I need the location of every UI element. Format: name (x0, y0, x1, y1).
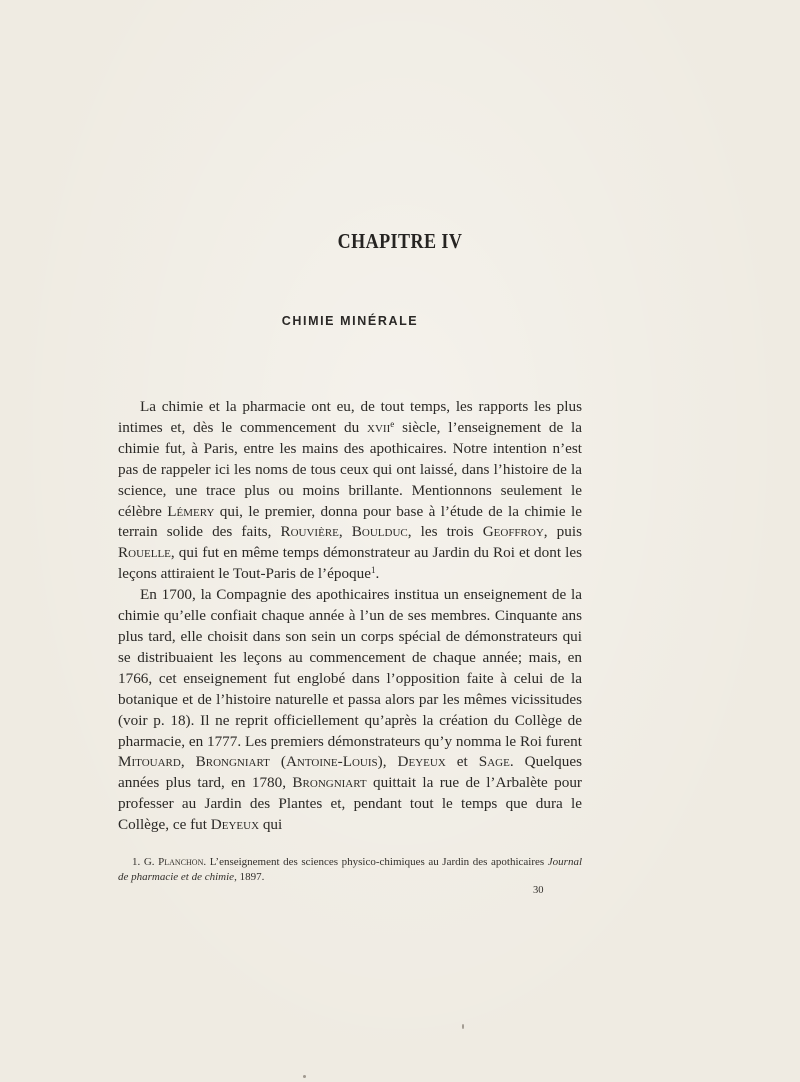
person-name: Deyeux (210, 816, 260, 834)
footnote-number: 1. (132, 856, 144, 868)
text-run: . (375, 565, 380, 583)
person-name: Lémery (167, 502, 215, 520)
paper-speck (462, 1024, 464, 1029)
person-name: Rouelle (118, 544, 171, 562)
page-number: 30 (533, 885, 544, 896)
century-numeral: xvii (367, 418, 391, 436)
footnote-year: , 1897. (234, 871, 265, 883)
person-name: Brongniart (292, 774, 367, 792)
text-run: ( (269, 753, 286, 771)
chapter-title: CHAPITRE IV (337, 229, 463, 253)
text-run: La chimie et la pharmacie ont eu, de tout temps, les rapports les plus intimes et, dès le commencement du (118, 398, 582, 436)
century-superscript: e (390, 418, 395, 429)
person-name: Sage (478, 753, 510, 771)
section-title: CHIMIE MINÉRALE (281, 314, 419, 328)
footnote-entry (118, 855, 582, 885)
text-run: , qui fut en même temps démonstrateur au Jardin du Roi et dont les leçons attiraient le Tout-Paris de l’époque (118, 544, 582, 583)
person-name: Brongniart (195, 753, 270, 771)
person-name: Deyeux (397, 753, 446, 771)
paper-speck (303, 1075, 306, 1078)
person-name: Boulduc (351, 523, 408, 541)
person-name: Mitouard (118, 753, 181, 771)
paragraph-2 (118, 585, 582, 836)
footnote-journal: Journal de pharmacie et de chimie (118, 856, 583, 883)
text-run: qui, le premier, donna pour base à l’étude de la chimie le terrain solide des faits, (118, 502, 582, 541)
footnote-reference: 1 (370, 565, 376, 576)
person-name: Geoffroy (482, 523, 544, 541)
person-name: Antoine-Louis (285, 753, 378, 771)
text-run: et (445, 753, 479, 771)
footnote (118, 855, 582, 885)
text-run: , (180, 753, 196, 771)
text-run: En 1700, la Compagnie des apothicaires institua un enseignement de la chimie qu’elle confiait chaque année à l’un de ses membres. Cinquante ans plus tard, elle choisit dans son sein un corps spécial de démonstrateurs qui se distribuaient les leçons au commencement de chaque année; mais, en 1766, cet enseignement fut englobé dans l’opposition faite à celui de la botanique et de l’histoire naturelle et passa alors par les mêmes vicissitudes (voir p. 18). Il ne reprit officiellement qu’après la création du Collège de pharmacie, en 1777. Les premiers démonstrateurs qu’y nomma le Roi furent (118, 586, 582, 750)
text-run: , puis (543, 523, 582, 541)
text-run: quittait la rue de l’Arbalète pour professer au Jardin des Plantes et, pendant tout le temps que dura le Collège, ce fut (118, 774, 582, 834)
body-text (118, 397, 582, 836)
text-run: , les trois (407, 523, 483, 541)
text-run: , (338, 523, 352, 541)
text-run: ), (377, 753, 398, 771)
person-name: Rouvière (280, 523, 339, 541)
paragraph-1 (118, 397, 582, 585)
footnote-author: G. Planchon (143, 856, 204, 868)
footnote-text: . L’enseignement des sciences physico-chimiques au Jardin des apothicaires (203, 856, 548, 868)
text-run: . Quelques années plus tard, en 1780, (118, 753, 583, 792)
text-run: siècle, l’enseignement de la chimie fut, à Paris, entre les mains des apothicaires. Notre intention n’est pas de rappeler ici les noms de tous ceux qui ont laissé, dans l’histoire de la science, une trace plus ou moins brillante. Mentionnons seulement le célèbre (118, 418, 583, 520)
text-run: qui (259, 816, 283, 834)
